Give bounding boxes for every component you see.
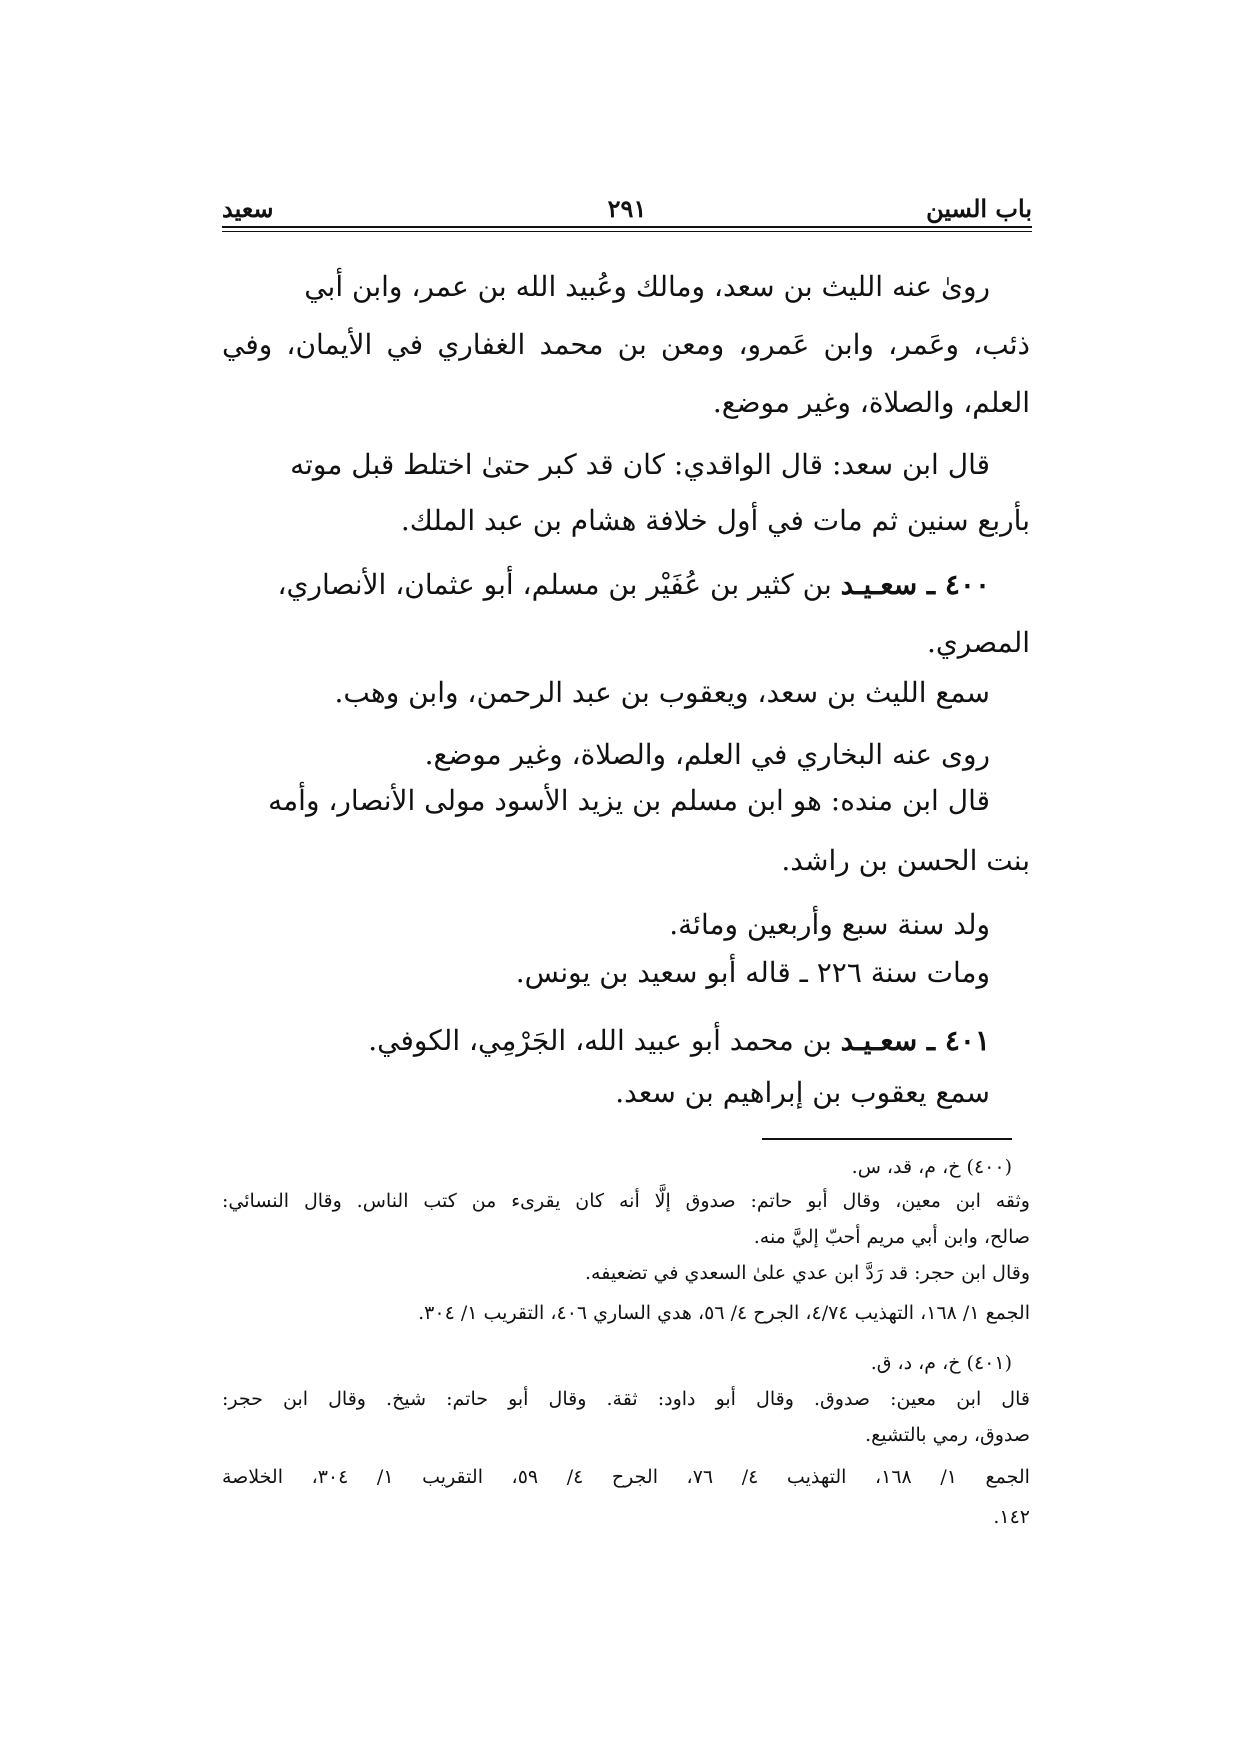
entry-401-heading [368, 1024, 990, 1058]
paragraph-line: روىٰ عنه الليث بن سعد، ومالك وعُبيد الله بن عمر، وابن أبي [304, 270, 990, 303]
header-rule-thin [222, 231, 1032, 232]
entry-400-heading [278, 568, 991, 602]
paragraph-line: قال ابن سعد: قال الواقدي: كان قد كبر حتىٰ اختلط قبل موته [290, 448, 990, 481]
entry-401-name: بن محمد أبو عبيد الله، الجَرْمِي، الكوفي. [368, 1024, 841, 1057]
header-keyword: سعيد [222, 194, 274, 223]
header-chapter: باب السين [926, 194, 1032, 223]
running-header [222, 194, 1032, 234]
paragraph-line: العلم، والصلاة، وغير موضع. [712, 386, 1030, 419]
footnote-references-end: ١٤٢. [993, 1506, 1030, 1528]
paragraph-line: سمع الليث بن سعد، ويعقوب بن عبد الرحمن، وابن وهب. [334, 676, 990, 709]
page-number: ٢٩١ [607, 194, 647, 223]
paragraph-line: سمع يعقوب بن إبراهيم بن سعد. [615, 1076, 990, 1109]
entry-400-number: ٤٠٠ ـ سعـيـد [840, 568, 990, 601]
footnote-400-sigla: (٤٠٠) خ، م، قد، س. [851, 1156, 1012, 1178]
paragraph-line: ذئب، وعَمر، وابن عَمرو، ومعن بن محمد الغفاري في الأيمان، وفي [222, 328, 1030, 361]
paragraph-line: بأربع سنين ثم مات في أول خلافة هشام بن عبد الملك. [400, 504, 1030, 537]
paragraph-line: ومات سنة ٢٢٦ ـ قاله أبو سعيد بن يونس. [515, 956, 990, 989]
paragraph-line: روى عنه البخاري في العلم، والصلاة، وغير موضع. [424, 738, 990, 771]
header-rule-thick [222, 226, 1032, 228]
footnote-separator [762, 1138, 1012, 1140]
footnote-line: صدوق، رمي بالتشيع. [865, 1424, 1030, 1446]
footnote-references: الجمع ١/ ١٦٨، التهذيب ٤/ ٧٦، الجرح ٤/ ٥٩، التقريب ١/ ٣٠٤، الخلاصة [222, 1466, 1030, 1488]
footnote-line: وثقه ابن معين، وقال أبو حاتم: صدوق إلَّا أنه كان يقرىء من كتب الناس. وقال النسائي: [222, 1190, 1030, 1212]
footnote-line: وقال ابن حجر: قد رَدَّ ابن عدي علىٰ السعدي في تضعيفه. [585, 1262, 1030, 1284]
paragraph-line: قال ابن منده: هو ابن مسلم بن يزيد الأسود مولى الأنصار، وأمه [268, 784, 990, 817]
footnote-line: قال ابن معين: صدوق. وقال أبو داود: ثقة. وقال أبو حاتم: شيخ. وقال ابن حجر: [222, 1388, 1030, 1410]
footnote-references: الجمع ١/ ١٦٨، التهذيب ٤/٧٤، الجرح ٤/ ٥٦، هدي الساري ٤٠٦، التقريب ١/ ٣٠٤. [418, 1302, 1030, 1324]
paragraph-line: ولد سنة سبع وأربعين ومائة. [669, 908, 990, 941]
entry-401-number: ٤٠١ ـ سعـيـد [840, 1024, 990, 1057]
paragraph-line: المصري. [926, 626, 1030, 659]
footnote-line: صالح، وابن أبي مريم أحبّ إليَّ منه. [753, 1226, 1030, 1248]
paragraph-line: بنت الحسن بن راشد. [781, 844, 1030, 877]
footnote-401-sigla: (٤٠١) خ، م، د، ق. [870, 1352, 1012, 1374]
entry-400-name: بن كثير بن عُفَيْر بن مسلم، أبو عثمان، الأنصاري، [277, 568, 841, 601]
